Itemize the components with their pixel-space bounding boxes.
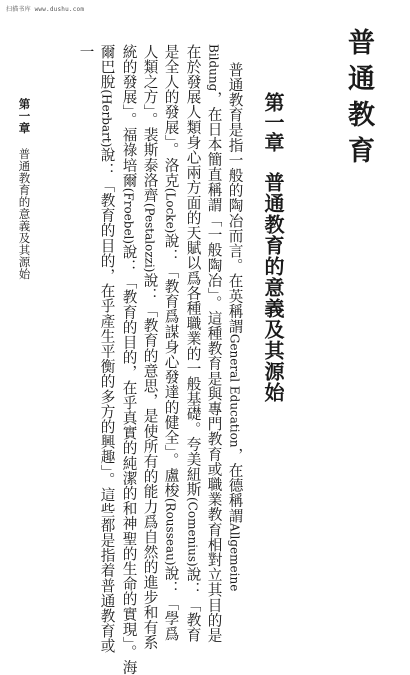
latin-term: (Rousseau) — [163, 497, 178, 566]
body-line-8 — [78, 44, 93, 59]
book-title: 普通教育 — [343, 28, 374, 172]
latin-term: Bildung — [206, 44, 221, 92]
text-run: 說：「學爲 — [162, 565, 180, 642]
running-head-chapter: 第一章 — [17, 98, 32, 134]
latin-term: (Comenius) — [185, 497, 200, 567]
scan-watermark: 扫描书库 www.dushu.com — [6, 6, 85, 13]
running-head — [18, 98, 30, 280]
text-run: 說：「教育 — [184, 566, 202, 643]
body-line-1 — [227, 62, 242, 591]
body-line-3 — [185, 44, 200, 642]
chapter-number: 第一章 — [261, 92, 285, 152]
text-run: 統的發展」。福祿培爾 — [120, 44, 138, 188]
latin-term: (Froebel) — [121, 187, 136, 245]
latin-term: Allgemeine — [227, 523, 242, 592]
latin-term: (Pestalozzi) — [142, 202, 157, 273]
running-head-title: 普通教育的意義及其源始 — [17, 148, 32, 280]
text-run: 爾巴脫 — [98, 44, 116, 90]
text-run: ，在日本簡直稱謂「一般陶冶」。這種教育是與專門教育或職業教育相對立其目的是 — [205, 91, 223, 643]
latin-term: (Herbart) — [99, 89, 114, 148]
chapter-title: 普通教育的意義及其源始 — [261, 172, 285, 403]
text-run: 說：「教育的意思，是使所有的能力爲自然的進步和有系 — [141, 272, 159, 650]
text-run: 人類之方」。裴斯泰洛齊 — [141, 44, 159, 203]
text-run: ，在德稱謂 — [226, 447, 244, 524]
text-run: 一 — [77, 44, 95, 60]
body-line-6 — [121, 44, 136, 675]
text-run: 是全人的發展」。洛克 — [162, 44, 180, 188]
text-run: 普通教育是指一般的陶冶而言。在英稱謂 — [226, 62, 244, 334]
body-line-2 — [206, 44, 221, 643]
latin-term: General Education — [227, 333, 242, 448]
body-line-7 — [99, 44, 114, 653]
text-run: 在於發展人類身心兩方面的天賦以爲各種職業的一般基礎。夸美紐斯 — [184, 44, 202, 497]
latin-term: (Locke) — [163, 187, 178, 234]
text-run: 說：「教育爲謀身心發達的健全」。盧梭 — [162, 233, 180, 498]
text-run: 說：「教育的目的，在乎真實的純潔的和神聖的生命的實現」。海 — [120, 244, 138, 675]
body-line-5 — [142, 44, 157, 650]
body-line-4 — [163, 44, 178, 641]
text-run: 說：「教育的目的，在乎產生平衡的多方的興趣」。這些都是指着普通教育或 — [98, 147, 116, 654]
